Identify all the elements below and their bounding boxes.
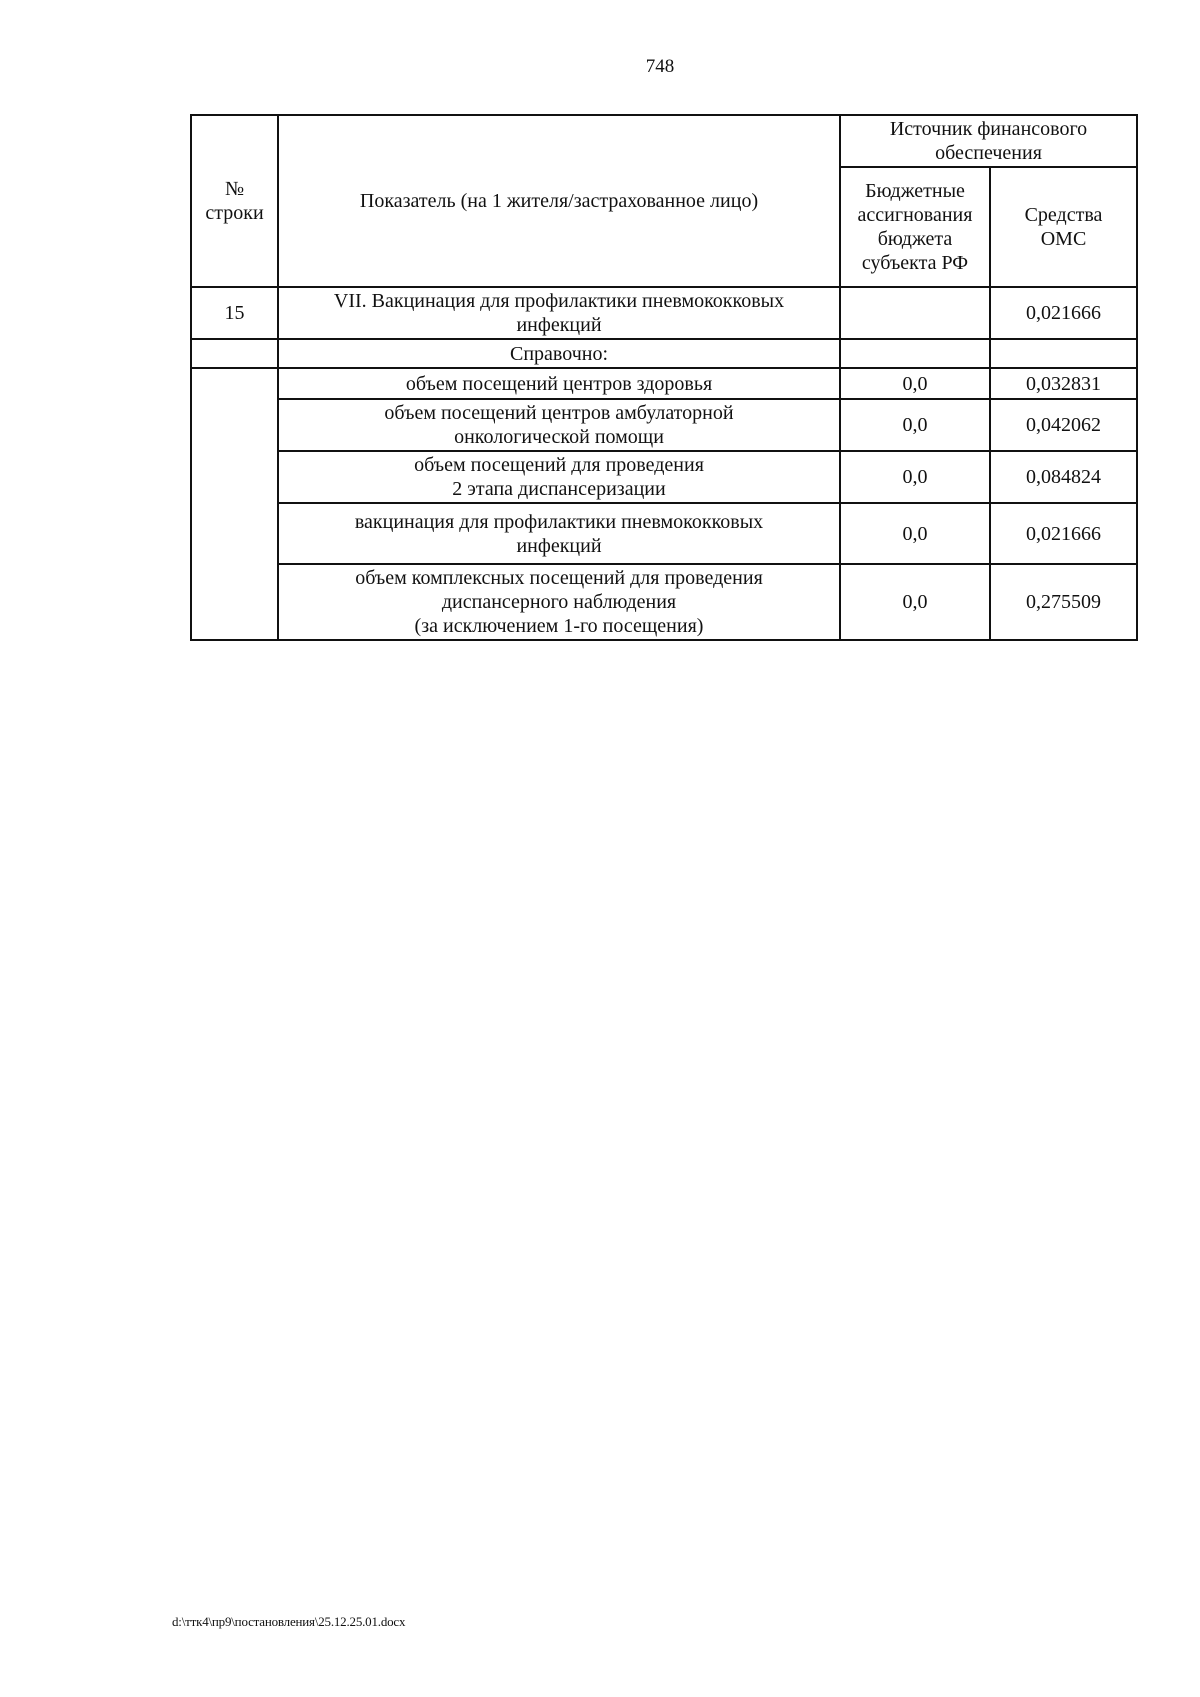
table-row — [191, 399, 1137, 451]
oms-cell: 0,084824 — [990, 451, 1137, 503]
table-row — [191, 564, 1137, 640]
header-oms: Средства ОМС — [990, 167, 1137, 287]
oms-cell: 0,032831 — [990, 368, 1137, 399]
table-row — [191, 451, 1137, 503]
header-funding-source: Источник финансового обеспечения — [840, 115, 1137, 167]
budget-cell — [840, 339, 990, 368]
oms-cell: 0,021666 — [990, 287, 1137, 339]
reference-label: Справочно: — [278, 339, 840, 368]
indicator-cell: объем комплексных посещений для проведения диспансерного наблюдения (за исключением 1-го посещения) — [278, 564, 840, 640]
oms-cell: 0,275509 — [990, 564, 1137, 640]
row-number-cell — [191, 339, 278, 368]
row-number-cell — [191, 368, 278, 640]
oms-cell: 0,021666 — [990, 503, 1137, 564]
table-row — [191, 503, 1137, 564]
budget-cell: 0,0 — [840, 368, 990, 399]
row-number-cell: 15 — [191, 287, 278, 339]
oms-cell: 0,042062 — [990, 399, 1137, 451]
header-budget: Бюджетные ассигнования бюджета субъекта РФ — [840, 167, 990, 287]
indicator-cell: объем посещений центров здоровья — [278, 368, 840, 399]
header-row-top — [191, 115, 1137, 167]
page-number: 748 — [645, 56, 675, 77]
budget-cell: 0,0 — [840, 451, 990, 503]
reference-label-row — [191, 339, 1137, 368]
header-row-number: № строки — [191, 115, 278, 287]
indicator-cell: объем посещений центров амбулаторной онкологической помощи — [278, 399, 840, 451]
indicators-table — [190, 114, 1138, 641]
budget-cell — [840, 287, 990, 339]
footer-file-path: d:\ттк4\пр9\постановления\25.12.25.01.docx — [172, 1614, 406, 1629]
budget-cell: 0,0 — [840, 564, 990, 640]
budget-cell: 0,0 — [840, 503, 990, 564]
table-row — [191, 287, 1137, 339]
header-indicator: Показатель (на 1 жителя/застрахованное лицо) — [278, 115, 840, 287]
table-row — [191, 368, 1137, 399]
budget-cell: 0,0 — [840, 399, 990, 451]
indicator-cell: VII. Вакцинация для профилактики пневмококковых инфекций — [278, 287, 840, 339]
indicator-cell: вакцинация для профилактики пневмококковых инфекций — [278, 503, 840, 564]
indicator-cell: объем посещений для проведения 2 этапа диспансеризации — [278, 451, 840, 503]
oms-cell — [990, 339, 1137, 368]
